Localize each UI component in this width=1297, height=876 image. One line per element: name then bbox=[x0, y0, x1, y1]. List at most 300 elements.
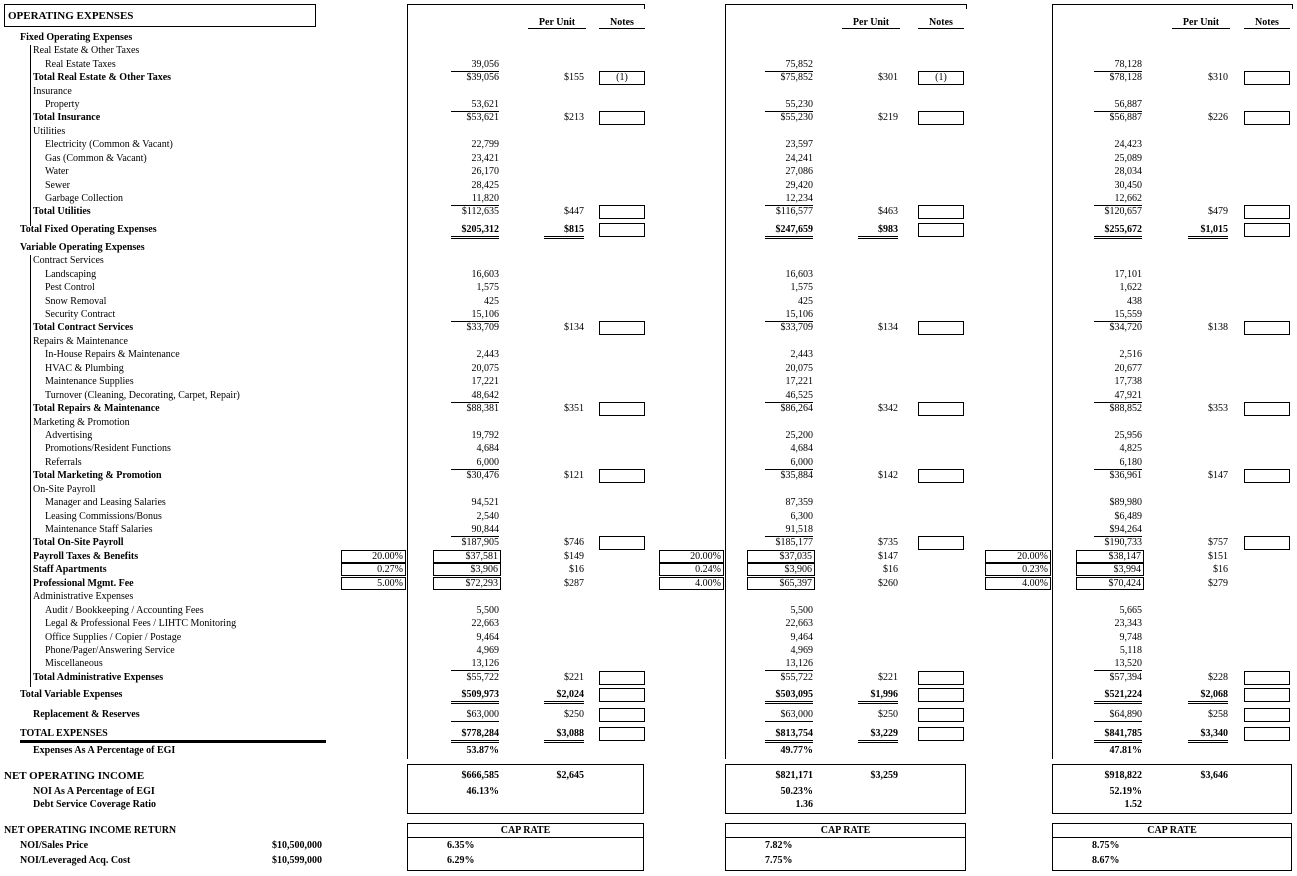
row-label: Total Variable Expenses bbox=[20, 689, 123, 700]
amount-cell: 5,500 bbox=[476, 605, 499, 616]
row-label: Manager and Leasing Salaries bbox=[45, 497, 166, 508]
page-title: OPERATING EXPENSES bbox=[8, 10, 134, 22]
notes-header: Notes bbox=[918, 17, 964, 29]
amount-cell: 4,969 bbox=[476, 645, 499, 656]
amount-cell: $247,659 bbox=[765, 224, 813, 239]
per-unit-cell: $310 bbox=[1208, 72, 1228, 83]
cap-rate-header-rule bbox=[1052, 837, 1292, 838]
row-label: HVAC & Plumbing bbox=[45, 363, 124, 374]
leveraged-cost-value: $10,599,000 bbox=[272, 855, 322, 866]
cap-rate-header-rule bbox=[725, 837, 966, 838]
amount-cell: 25,956 bbox=[1114, 430, 1142, 441]
noi-value: $666,585 bbox=[461, 770, 499, 781]
per-unit-cell: $447 bbox=[564, 206, 584, 217]
notes-field[interactable] bbox=[918, 536, 964, 550]
amount-cell: $94,264 bbox=[1094, 524, 1142, 537]
per-unit-cell: $287 bbox=[564, 578, 584, 589]
amount-cell: 4,969 bbox=[790, 645, 813, 656]
amount-cell: $813,754 bbox=[765, 728, 813, 743]
amount-cell: 17,221 bbox=[785, 376, 813, 387]
amount-cell: 87,359 bbox=[785, 497, 813, 508]
notes-field[interactable] bbox=[1244, 223, 1290, 237]
notes-field[interactable]: (1) bbox=[599, 71, 645, 85]
amount-cell: 49.77% bbox=[780, 745, 813, 756]
row-label: Audit / Bookkeeping / Accounting Fees bbox=[45, 605, 204, 616]
notes-field[interactable] bbox=[599, 536, 645, 550]
section-guide-line bbox=[30, 45, 31, 226]
row-label: Staff Apartments bbox=[33, 564, 107, 575]
amount-cell: $841,785 bbox=[1094, 728, 1142, 743]
total-expenses-rule bbox=[20, 740, 326, 743]
percentage-box[interactable]: 5.00% bbox=[341, 577, 406, 590]
per-unit-cell: $16 bbox=[569, 564, 584, 575]
cap-rate-header: CAP RATE bbox=[1147, 825, 1197, 836]
notes-field[interactable] bbox=[1244, 708, 1290, 722]
row-label: Real Estate Taxes bbox=[45, 59, 116, 70]
per-unit-cell: $3,340 bbox=[1188, 728, 1228, 743]
notes-field[interactable] bbox=[1244, 205, 1290, 219]
amount-cell: $75,852 bbox=[780, 72, 813, 83]
amount-cell: 15,106 bbox=[451, 309, 499, 322]
amount-cell: 1,622 bbox=[1119, 282, 1142, 293]
amount-cell: 26,170 bbox=[471, 166, 499, 177]
per-unit-header: Per Unit bbox=[528, 17, 586, 29]
amount-cell: 20,677 bbox=[1114, 363, 1142, 374]
per-unit-cell: $221 bbox=[878, 672, 898, 683]
noi-leveraged-label: NOI/Leveraged Acq. Cost bbox=[20, 855, 131, 866]
amount-cell: $116,577 bbox=[775, 206, 813, 217]
amount-box: $37,581 bbox=[433, 550, 501, 563]
amount-box: $70,424 bbox=[1076, 577, 1144, 590]
amount-cell: 1,575 bbox=[790, 282, 813, 293]
amount-cell: 6,000 bbox=[765, 457, 813, 470]
amount-cell: 25,200 bbox=[785, 430, 813, 441]
row-label: Expenses As A Percentage of EGI bbox=[33, 745, 176, 756]
amount-cell: 22,663 bbox=[785, 618, 813, 629]
amount-cell: 28,034 bbox=[1114, 166, 1142, 177]
amount-cell: $56,887 bbox=[1109, 112, 1142, 123]
row-label: Total Marketing & Promotion bbox=[33, 470, 162, 481]
row-label: Real Estate & Other Taxes bbox=[33, 45, 140, 56]
per-unit-cell: $463 bbox=[878, 206, 898, 217]
amount-cell: 24,423 bbox=[1114, 139, 1142, 150]
row-label: TOTAL EXPENSES bbox=[20, 728, 108, 739]
percentage-box[interactable]: 20.00% bbox=[341, 550, 406, 563]
row-label: Water bbox=[45, 166, 69, 177]
notes-field[interactable] bbox=[599, 469, 645, 483]
per-unit-cell: $155 bbox=[564, 72, 584, 83]
amount-cell: 17,738 bbox=[1114, 376, 1142, 387]
amount-cell: 55,230 bbox=[765, 99, 813, 112]
amount-cell: 9,464 bbox=[476, 632, 499, 643]
row-label: Total Administrative Expenses bbox=[33, 672, 164, 683]
cap-rate-header-rule bbox=[407, 837, 644, 838]
row-label: Variable Operating Expenses bbox=[20, 242, 145, 253]
column-frame-right-edge bbox=[644, 4, 645, 9]
amount-cell: 27,086 bbox=[785, 166, 813, 177]
cap-rate-sales: 8.75% bbox=[1092, 840, 1120, 851]
amount-cell: 23,421 bbox=[471, 153, 499, 164]
percentage-box[interactable]: 4.00% bbox=[659, 577, 724, 590]
noi-value: $821,171 bbox=[775, 770, 813, 781]
section-guide-line bbox=[30, 255, 31, 687]
row-label: Maintenance Supplies bbox=[45, 376, 134, 387]
amount-cell: 11,820 bbox=[451, 193, 499, 206]
row-label: Snow Removal bbox=[45, 296, 107, 307]
column-frame-right-edge bbox=[966, 4, 967, 9]
amount-cell: 425 bbox=[798, 296, 813, 307]
cap-rate-header: CAP RATE bbox=[500, 825, 551, 836]
notes-field[interactable] bbox=[1244, 536, 1290, 550]
per-unit-cell: $2,024 bbox=[544, 689, 584, 704]
notes-field[interactable] bbox=[1244, 402, 1290, 416]
per-unit-cell: $3,088 bbox=[544, 728, 584, 743]
amount-cell: 16,603 bbox=[471, 269, 499, 280]
amount-cell: $36,961 bbox=[1109, 470, 1142, 481]
notes-field[interactable] bbox=[1244, 688, 1290, 702]
notes-field[interactable] bbox=[599, 205, 645, 219]
cap-rate-sales: 6.35% bbox=[447, 840, 475, 851]
dscr-value: 1.36 bbox=[795, 799, 813, 810]
row-label: Repairs & Maintenance bbox=[33, 336, 128, 347]
amount-cell: $35,884 bbox=[780, 470, 813, 481]
amount-cell: $778,284 bbox=[451, 728, 499, 743]
percentage-box[interactable]: 0.24% bbox=[659, 563, 724, 576]
row-label: Total Fixed Operating Expenses bbox=[20, 224, 157, 235]
amount-cell: 6,000 bbox=[451, 457, 499, 470]
per-unit-cell: $226 bbox=[1208, 112, 1228, 123]
row-label: Security Contract bbox=[45, 309, 116, 320]
notes-field[interactable] bbox=[918, 402, 964, 416]
row-label: Professional Mgmt. Fee bbox=[33, 578, 134, 589]
amount-cell: 48,642 bbox=[451, 390, 499, 403]
notes-header: Notes bbox=[1244, 17, 1290, 29]
amount-cell: $205,312 bbox=[451, 224, 499, 239]
amount-cell: 75,852 bbox=[765, 59, 813, 72]
per-unit-cell: $138 bbox=[1208, 322, 1228, 333]
row-label: Total Utilities bbox=[33, 206, 91, 217]
amount-cell: 13,520 bbox=[1094, 658, 1142, 671]
amount-cell: $63,000 bbox=[451, 709, 499, 722]
amount-cell: 20,075 bbox=[785, 363, 813, 374]
amount-cell: 25,089 bbox=[1114, 153, 1142, 164]
per-unit-cell: $1,015 bbox=[1188, 224, 1228, 239]
notes-field[interactable] bbox=[918, 688, 964, 702]
amount-cell: 12,234 bbox=[765, 193, 813, 206]
sales-price-value: $10,500,000 bbox=[272, 840, 322, 851]
row-label: Property bbox=[45, 99, 80, 110]
amount-box: $3,906 bbox=[747, 563, 815, 576]
amount-cell: $120,657 bbox=[1104, 206, 1142, 217]
amount-cell: 17,101 bbox=[1114, 269, 1142, 280]
amount-cell: 6,300 bbox=[790, 511, 813, 522]
notes-field[interactable] bbox=[918, 727, 964, 741]
row-label: Total On-Site Payroll bbox=[33, 537, 124, 548]
row-label: On-Site Payroll bbox=[33, 484, 96, 495]
amount-cell: 2,516 bbox=[1119, 349, 1142, 360]
amount-cell: 2,443 bbox=[790, 349, 813, 360]
percentage-box[interactable]: 0.27% bbox=[341, 563, 406, 576]
dscr-label: Debt Service Coverage Ratio bbox=[33, 799, 157, 810]
amount-cell: 6,180 bbox=[1094, 457, 1142, 470]
per-unit-cell: $301 bbox=[878, 72, 898, 83]
per-unit-cell: $134 bbox=[878, 322, 898, 333]
per-unit-cell: $479 bbox=[1208, 206, 1228, 217]
row-label: Turnover (Cleaning, Decorating, Carpet, Repair) bbox=[45, 390, 240, 401]
amount-cell: $89,980 bbox=[1109, 497, 1142, 508]
per-unit-cell: $221 bbox=[564, 672, 584, 683]
row-label: Promotions/Resident Functions bbox=[45, 443, 171, 454]
row-label: Sewer bbox=[45, 180, 70, 191]
per-unit-cell: $250 bbox=[878, 709, 898, 720]
amount-cell: 5,500 bbox=[790, 605, 813, 616]
notes-field[interactable] bbox=[599, 688, 645, 702]
row-label: Advertising bbox=[45, 430, 93, 441]
notes-field[interactable] bbox=[918, 671, 964, 685]
per-unit-cell: $147 bbox=[878, 551, 898, 562]
per-unit-cell: $219 bbox=[878, 112, 898, 123]
amount-cell: $255,672 bbox=[1094, 224, 1142, 239]
amount-cell: 91,518 bbox=[765, 524, 813, 537]
noi-value: $918,822 bbox=[1104, 770, 1142, 781]
amount-cell: 30,450 bbox=[1114, 180, 1142, 191]
per-unit-cell: $746 bbox=[564, 537, 584, 548]
row-label: Total Insurance bbox=[33, 112, 101, 123]
amount-cell: $185,177 bbox=[775, 537, 813, 548]
per-unit-cell: $815 bbox=[544, 224, 584, 239]
row-label: Total Real Estate & Other Taxes bbox=[33, 72, 172, 83]
noi-pct-label: NOI As A Percentage of EGI bbox=[33, 786, 155, 797]
amount-cell: 438 bbox=[1127, 296, 1142, 307]
amount-cell: 28,425 bbox=[471, 180, 499, 191]
per-unit-cell: $353 bbox=[1208, 403, 1228, 414]
amount-cell: $53,621 bbox=[466, 112, 499, 123]
notes-field[interactable] bbox=[599, 727, 645, 741]
row-label: Legal & Professional Fees / LIHTC Monitoring bbox=[45, 618, 237, 629]
amount-cell: 4,825 bbox=[1119, 443, 1142, 454]
row-label: Total Contract Services bbox=[33, 322, 134, 333]
amount-cell: 22,799 bbox=[471, 139, 499, 150]
amount-cell: $39,056 bbox=[466, 72, 499, 83]
per-unit-cell: $149 bbox=[564, 551, 584, 562]
notes-field[interactable] bbox=[918, 111, 964, 125]
amount-cell: $33,709 bbox=[466, 322, 499, 333]
amount-cell: 20,075 bbox=[471, 363, 499, 374]
amount-cell: $88,852 bbox=[1109, 403, 1142, 414]
noi-label: NET OPERATING INCOME bbox=[4, 770, 145, 782]
amount-cell: 53,621 bbox=[451, 99, 499, 112]
per-unit-cell: $2,068 bbox=[1188, 689, 1228, 704]
amount-cell: $503,095 bbox=[765, 689, 813, 704]
notes-field[interactable] bbox=[599, 223, 645, 237]
percentage-box[interactable]: 20.00% bbox=[659, 550, 724, 563]
amount-cell: 12,662 bbox=[1094, 193, 1142, 206]
percentage-box[interactable]: 20.00% bbox=[985, 550, 1051, 563]
amount-box: $3,994 bbox=[1076, 563, 1144, 576]
noi-per-unit: $3,259 bbox=[870, 770, 898, 781]
amount-cell: $55,230 bbox=[780, 112, 813, 123]
notes-field[interactable] bbox=[1244, 727, 1290, 741]
per-unit-cell: $16 bbox=[883, 564, 898, 575]
percentage-box[interactable]: 4.00% bbox=[985, 577, 1051, 590]
amount-cell: 13,126 bbox=[765, 658, 813, 671]
amount-box: $3,906 bbox=[433, 563, 501, 576]
per-unit-cell: $351 bbox=[564, 403, 584, 414]
column-frame-right-edge bbox=[1292, 4, 1293, 9]
amount-cell: 4,684 bbox=[790, 443, 813, 454]
amount-cell: 16,603 bbox=[785, 269, 813, 280]
notes-field[interactable] bbox=[918, 321, 964, 335]
noi-per-unit: $3,646 bbox=[1200, 770, 1228, 781]
row-label: Referrals bbox=[45, 457, 82, 468]
row-label: Administrative Expenses bbox=[33, 591, 134, 602]
per-unit-cell: $258 bbox=[1208, 709, 1228, 720]
amount-cell: 47,921 bbox=[1094, 390, 1142, 403]
notes-header: Notes bbox=[599, 17, 645, 29]
amount-cell: 9,464 bbox=[790, 632, 813, 643]
noi-per-unit: $2,645 bbox=[556, 770, 584, 781]
noi-pct-value: 52.19% bbox=[1109, 786, 1142, 797]
amount-cell: 2,443 bbox=[476, 349, 499, 360]
amount-cell: 15,559 bbox=[1094, 309, 1142, 322]
notes-field[interactable] bbox=[599, 111, 645, 125]
amount-cell: 1,575 bbox=[476, 282, 499, 293]
amount-cell: 90,844 bbox=[451, 524, 499, 537]
amount-cell: $55,722 bbox=[466, 672, 499, 683]
noi-pct-value: 46.13% bbox=[466, 786, 499, 797]
row-label: Landscaping bbox=[45, 269, 97, 280]
amount-box: $65,397 bbox=[747, 577, 815, 590]
amount-cell: 39,056 bbox=[451, 59, 499, 72]
row-label: Garbage Collection bbox=[45, 193, 124, 204]
amount-cell: 56,887 bbox=[1094, 99, 1142, 112]
cap-rate-leveraged: 6.29% bbox=[447, 855, 475, 866]
per-unit-cell: $1,996 bbox=[858, 689, 898, 704]
notes-field[interactable] bbox=[918, 469, 964, 483]
per-unit-cell: $213 bbox=[564, 112, 584, 123]
noi-pct-value: 50.23% bbox=[780, 786, 813, 797]
per-unit-cell: $983 bbox=[858, 224, 898, 239]
percentage-box[interactable]: 0.23% bbox=[985, 563, 1051, 576]
noi-sales-label: NOI/Sales Price bbox=[20, 840, 89, 851]
row-label: Replacement & Reserves bbox=[33, 709, 140, 720]
notes-field[interactable] bbox=[599, 321, 645, 335]
notes-field[interactable] bbox=[918, 223, 964, 237]
notes-field[interactable] bbox=[1244, 469, 1290, 483]
notes-field[interactable] bbox=[599, 708, 645, 722]
notes-field[interactable] bbox=[918, 205, 964, 219]
notes-field[interactable] bbox=[1244, 671, 1290, 685]
amount-cell: $33,709 bbox=[780, 322, 813, 333]
amount-cell: 5,118 bbox=[1119, 645, 1142, 656]
per-unit-cell: $134 bbox=[564, 322, 584, 333]
row-label: Miscellaneous bbox=[45, 658, 103, 669]
amount-box: $38,147 bbox=[1076, 550, 1144, 563]
row-label: Contract Services bbox=[33, 255, 104, 266]
per-unit-cell: $16 bbox=[1213, 564, 1228, 575]
amount-cell: 15,106 bbox=[765, 309, 813, 322]
amount-cell: $521,224 bbox=[1094, 689, 1142, 704]
noi-return-label: NET OPERATING INCOME RETURN bbox=[4, 825, 177, 836]
row-label: Office Supplies / Copier / Postage bbox=[45, 632, 182, 643]
amount-cell: $86,264 bbox=[780, 403, 813, 414]
notes-field[interactable]: (1) bbox=[918, 71, 964, 85]
per-unit-cell: $151 bbox=[1208, 551, 1228, 562]
amount-cell: 13,126 bbox=[451, 658, 499, 671]
notes-field[interactable] bbox=[918, 708, 964, 722]
per-unit-header: Per Unit bbox=[1172, 17, 1230, 29]
per-unit-cell: $260 bbox=[878, 578, 898, 589]
per-unit-cell: $735 bbox=[878, 537, 898, 548]
amount-cell: $187,905 bbox=[461, 537, 499, 548]
amount-cell: 29,420 bbox=[785, 180, 813, 191]
row-label: Phone/Pager/Answering Service bbox=[45, 645, 175, 656]
amount-cell: 5,665 bbox=[1119, 605, 1142, 616]
amount-cell: $112,635 bbox=[461, 206, 499, 217]
row-label: Insurance bbox=[33, 86, 72, 97]
amount-cell: 17,221 bbox=[471, 376, 499, 387]
amount-cell: 53.87% bbox=[466, 745, 499, 756]
amount-cell: 9,748 bbox=[1119, 632, 1142, 643]
amount-cell: 78,128 bbox=[1094, 59, 1142, 72]
notes-field[interactable] bbox=[599, 671, 645, 685]
row-label: Fixed Operating Expenses bbox=[20, 32, 133, 43]
amount-cell: $190,733 bbox=[1104, 537, 1142, 548]
amount-cell: 94,521 bbox=[471, 497, 499, 508]
notes-field[interactable] bbox=[599, 402, 645, 416]
amount-cell: $30,476 bbox=[466, 470, 499, 481]
dscr-value: 1.52 bbox=[1124, 799, 1142, 810]
amount-cell: $63,000 bbox=[765, 709, 813, 722]
per-unit-cell: $147 bbox=[1208, 470, 1228, 481]
notes-field[interactable] bbox=[1244, 321, 1290, 335]
row-label: Electricity (Common & Vacant) bbox=[45, 139, 173, 150]
notes-field[interactable] bbox=[1244, 111, 1290, 125]
amount-cell: $64,890 bbox=[1094, 709, 1142, 722]
amount-cell: 24,241 bbox=[785, 153, 813, 164]
per-unit-cell: $121 bbox=[564, 470, 584, 481]
amount-cell: 47.81% bbox=[1109, 745, 1142, 756]
amount-cell: 425 bbox=[484, 296, 499, 307]
cap-rate-leveraged: 8.67% bbox=[1092, 855, 1120, 866]
amount-cell: $78,128 bbox=[1109, 72, 1142, 83]
row-label: Payroll Taxes & Benefits bbox=[33, 551, 139, 562]
amount-cell: $88,381 bbox=[466, 403, 499, 414]
row-label: Utilities bbox=[33, 126, 66, 137]
amount-box: $37,035 bbox=[747, 550, 815, 563]
row-label: Gas (Common & Vacant) bbox=[45, 153, 147, 164]
per-unit-cell: $3,229 bbox=[858, 728, 898, 743]
per-unit-header: Per Unit bbox=[842, 17, 900, 29]
amount-cell: $6,489 bbox=[1114, 511, 1142, 522]
notes-field[interactable] bbox=[1244, 71, 1290, 85]
amount-cell: 2,540 bbox=[476, 511, 499, 522]
per-unit-cell: $342 bbox=[878, 403, 898, 414]
amount-cell: 4,684 bbox=[476, 443, 499, 454]
per-unit-cell: $142 bbox=[878, 470, 898, 481]
row-label: Total Repairs & Maintenance bbox=[33, 403, 160, 414]
amount-box: $72,293 bbox=[433, 577, 501, 590]
cap-rate-header: CAP RATE bbox=[820, 825, 871, 836]
amount-cell: $57,394 bbox=[1109, 672, 1142, 683]
row-label: Leasing Commissions/Bonus bbox=[45, 511, 162, 522]
per-unit-cell: $250 bbox=[564, 709, 584, 720]
cap-rate-leveraged: 7.75% bbox=[765, 855, 793, 866]
amount-cell: 19,792 bbox=[471, 430, 499, 441]
per-unit-cell: $279 bbox=[1208, 578, 1228, 589]
row-label: Marketing & Promotion bbox=[33, 417, 130, 428]
row-label: In-House Repairs & Maintenance bbox=[45, 349, 180, 360]
